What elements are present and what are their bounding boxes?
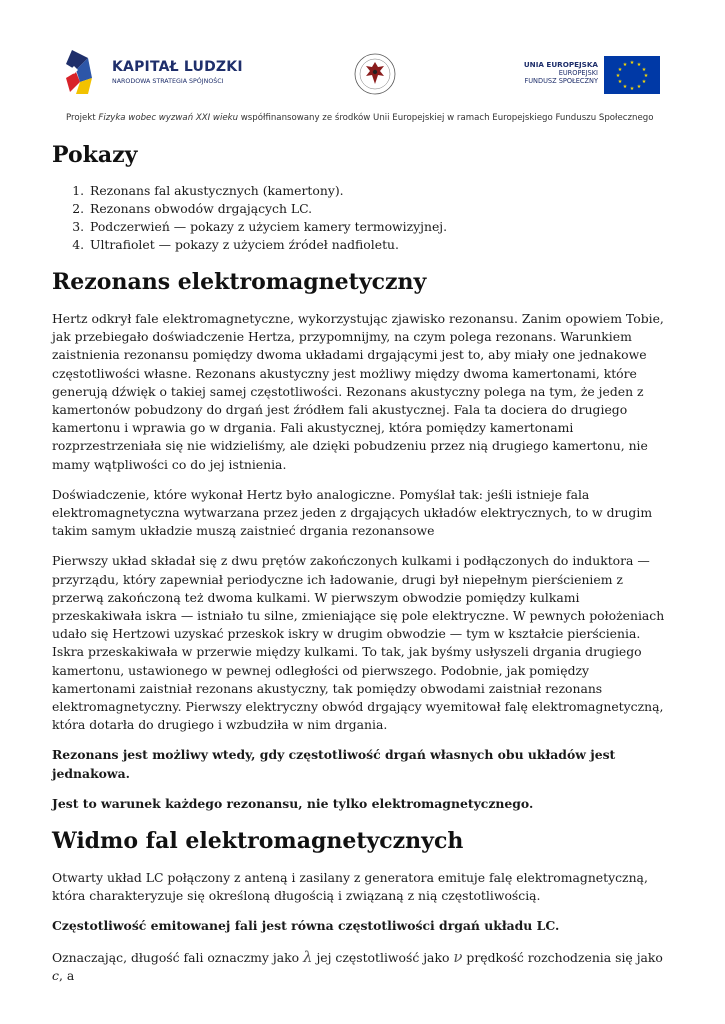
project-name: Fizyka wobec wyzwań XXI wieku — [98, 113, 239, 123]
heading-pokazy: Pokazy — [52, 142, 138, 168]
emphasis-paragraph: Częstotliwość emitowanej fali jest równa częstotliwości drgań układu LC. — [52, 918, 560, 934]
svg-text:★: ★ — [615, 73, 621, 79]
eu-european-label: EUROPEJSKI — [558, 69, 598, 77]
eu-union-label: UNIA EUROPEJSKA — [523, 60, 598, 69]
paragraph: Pierwszy układ składał się z dwu prętów zakończonych kulkami i podłączonych do induktora — przyrządu, który zapewniał periodyczne ich ładowanie, drugi był niepełnym pierścieniem z przerwą zakończoną też dwoma kulkami. W pierwszym obwodzie pomiędzy kulkami przeskakiwała iskra — istniało tu silne, zmieniające się pole elektryczne. W pewnych położeniach udało się Hertzowi uzyskać przeskok iskry w drugim obwodzie — tym w kształcie pierścienia. Iskra przeskakiwała w przerwie między kulkami. To tak, jak byśmy usłyszeli drgania drugiego kamertonu, ustawionego w pewnej odległości od pierwszego. Podobnie, jak pomiędzy kamertonami zaistniał rezonans akustyczny, tak pomiędzy obwodami zaistniał rezonans elektromagnetyczny. Pierwszy elektryczny obwód drgający wyemitował falę elektromagnetyczną, która dotarła do drugiego i wzbudziła w nim drgania. — [52, 553, 665, 733]
svg-text:★: ★ — [643, 73, 649, 79]
heading-widmo: Widmo fal elektromagnetycznych — [52, 828, 464, 855]
svg-text:★: ★ — [617, 67, 623, 73]
svg-text:★: ★ — [636, 62, 642, 68]
svg-text:★: ★ — [629, 60, 635, 66]
emphasis-paragraph: Jest to warunek każdego rezonansu, nie tylko elektromagnetycznego. — [52, 795, 534, 811]
svg-text:★: ★ — [622, 62, 628, 68]
kapital-ludzki-subtitle: NARODOWA STRATEGIA SPÓJNOŚCI — [112, 78, 224, 85]
heading-rezonans: Rezonans elektromagnetyczny — [52, 269, 427, 295]
page-header — [0, 0, 725, 130]
eu-fund-label — [492, 60, 598, 85]
eu-flag-icon — [604, 56, 660, 94]
nu-symbol: ν — [453, 947, 463, 966]
c-symbol: c — [52, 967, 59, 983]
svg-text:★: ★ — [629, 86, 635, 92]
svg-text:★: ★ — [641, 79, 647, 85]
university-seal-icon — [353, 52, 397, 96]
svg-text:★: ★ — [617, 79, 623, 85]
lambda-symbol: λ — [303, 947, 313, 966]
paragraph: Doświadczenie, które wykonał Hertz było analogiczne. Pomyślał tak: jeśli istnieje fala elektromagnetyczna wytwarzana przez jeden z drgających układów elektrycznych, to w drugim takim samym układzie muszą zaistnieć drgania rezonansowe — [52, 486, 653, 539]
kapital-ludzki-emblem-icon — [62, 48, 108, 96]
project-funding-note: Projekt Fizyka wobec wyzwań XXI wieku współfinansowany ze środków Unii Europejskiej w ramach Europejskiego Funduszu Społecznego — [66, 113, 654, 123]
list-item: 1. Rezonans fal akustycznych (kamertony). — [88, 182, 672, 200]
kapital-ludzki-title: KAPITAŁ LUDZKI — [112, 59, 243, 75]
pokazy-list — [52, 182, 672, 254]
svg-text:★: ★ — [641, 67, 647, 73]
list-item: 3. Podczerwień — pokazy z użyciem kamery termowizyjnej. — [88, 218, 672, 236]
paragraph: Hertz odkrył fale elektromagnetyczne, wykorzystując zjawisko rezonansu. Zanim opowiem Tobie, jak przebiegało doświadczenie Hertza, przypomnijmy, na czym polega rezonans. Warunkiem zaistnienia rezonansu pomiędzy dwoma układami drgającymi jest to, aby miały one jednakowe częstotliwości własne. Rezonans akustyczny jest możliwy między dwoma kamertonami, które generują dźwięk o takiej samej częstotliwości. Rezonans akustyczny polega na tym, że jeden z kamertonów pobudzony do drgań jest źródłem fali akustycznej. Fala ta dociera do drugiego kamertonu i wprawia go w drgania. Fali akustycznej, która pomiędzy kamertonami rozprzestrzeniała się nie widzieliśmy, ale dzięki pobudzeniu przez nią drugiego kamertonu, nie mamy wątpliwości co do jej istnienia. — [52, 311, 664, 472]
paragraph: Otwarty układ LC połączony z anteną i zasilany z generatora emituje falę elektromagnetyczną, która charakteryzuje się określoną długością i związaną z nią częstotliwością. — [52, 870, 648, 904]
list-item: 4. Ultrafiolet — pokazy z użyciem źródeł nadfioletu. — [88, 236, 672, 254]
document-body — [52, 136, 672, 985]
paragraph-symbols: Oznaczając, długość fali oznaczmy jako λ jej częstotliwość jako ν prędkość rozchodzenia się jako c, a — [52, 947, 663, 983]
svg-text:★: ★ — [622, 84, 628, 90]
kapital-ludzki-logo — [62, 48, 252, 96]
list-item: 2. Rezonans obwodów drgających LC. — [88, 200, 672, 218]
svg-text:★: ★ — [636, 84, 642, 90]
eu-social-fund-label: FUNDUSZ SPOŁECZNY — [524, 77, 598, 85]
emphasis-paragraph: Rezonans jest możliwy wtedy, gdy częstotliwość drgań własnych obu układów jest jednakowa. — [52, 747, 616, 781]
